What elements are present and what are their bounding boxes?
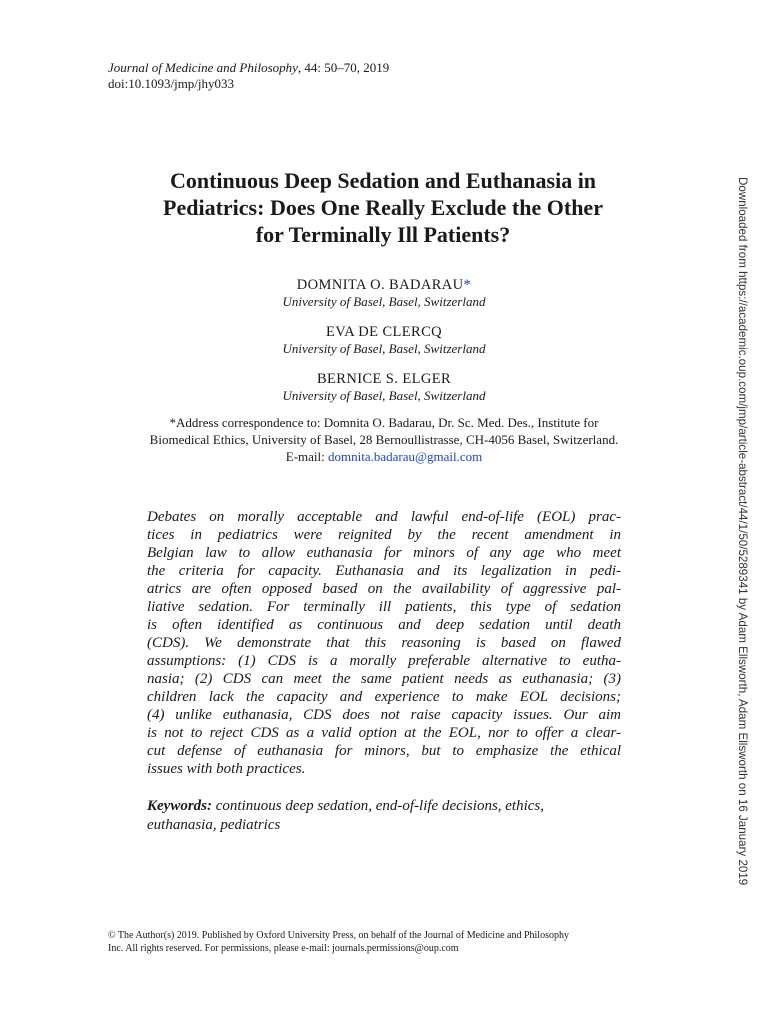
title-line: for Terminally Ill Patients? bbox=[255, 222, 511, 247]
author-affiliation: University of Basel, Basel, Switzerland bbox=[282, 294, 486, 309]
author-name: DOMNITA O. BADARAU* bbox=[296, 277, 472, 293]
journal-name: Journal of Medicine and Philosophy bbox=[108, 60, 298, 75]
keywords bbox=[147, 797, 621, 835]
author-affiliation: University of Basel, Basel, Switzerland bbox=[282, 388, 486, 403]
keywords-line: euthanasia, pediatrics bbox=[147, 817, 281, 833]
abstract-line: liative sedation. For terminally ill patients, this type of sedation bbox=[147, 599, 621, 615]
abstract-line: cut defense of euthanasia for minors, but to emphasize the ethical bbox=[147, 743, 621, 759]
abstract-line: nasia; (2) CDS can meet the same patient needs as euthanasia; (3) bbox=[147, 671, 621, 687]
correspondence-marker[interactable]: * bbox=[463, 277, 472, 293]
copyright-footer bbox=[108, 929, 648, 955]
abstract-line: (CDS). We demonstrate that this reasoning is based on flawed bbox=[147, 635, 621, 651]
abstract-line: is not to reject CDS as a valid option at the EOL, nor to offer a clear- bbox=[147, 725, 621, 741]
download-note: Downloaded from https://academic.oup.com/jmp/article-abstract/44/1/50/5289341 by Adam Ellsworth, Adam Ellsworth on 16 January 2019 bbox=[736, 177, 749, 886]
footer-line: © The Author(s) 2019. Published by Oxford University Press, on behalf of the Journal of Medicine and Philosophy bbox=[108, 930, 569, 941]
author-name: EVA DE CLERCQ bbox=[325, 324, 443, 340]
correspondence-line: *Address correspondence to: Domnita O. Badarau, Dr. Sc. Med. Des., Institute for bbox=[169, 415, 599, 430]
doi: doi:10.1093/jmp/jhy033 bbox=[108, 76, 235, 91]
author-block bbox=[0, 370, 768, 404]
abstract-line: issues with both practices. bbox=[147, 761, 306, 777]
journal-details: , 44: 50–70, 2019 bbox=[297, 60, 390, 75]
abstract-line: (4) unlike euthanasia, CDS does not raise capacity issues. Our aim bbox=[147, 707, 621, 723]
keywords-line: Keywords: continuous deep sedation, end-of-life decisions, ethics, bbox=[147, 798, 545, 814]
email-link[interactable]: domnita.badarau@gmail.com bbox=[328, 449, 483, 464]
abstract-line: tices in pediatrics were reignited by the recent amendment in bbox=[147, 527, 621, 543]
correspondence-line: Biomedical Ethics, University of Basel, 28 Bernoullistrasse, CH-4056 Basel, Switzerland. bbox=[149, 432, 619, 447]
abstract-line: Debates on morally acceptable and lawful end-of-life (EOL) prac- bbox=[147, 509, 621, 525]
title-line: Continuous Deep Sedation and Euthanasia in bbox=[169, 168, 597, 193]
article-title bbox=[100, 167, 666, 248]
title-line: Pediatrics: Does One Really Exclude the Other bbox=[163, 195, 603, 220]
abstract-line: the criteria for capacity. Euthanasia and its legalization in pedi- bbox=[147, 563, 621, 579]
footer-line: Inc. All rights reserved. For permissions, please e-mail: journals.permissions@oup.com bbox=[108, 943, 459, 954]
author-block bbox=[0, 276, 768, 310]
abstract-line: assumptions: (1) CDS is a morally preferable alternative to eutha- bbox=[147, 653, 621, 669]
abstract bbox=[147, 508, 621, 778]
author-name: BERNICE S. ELGER bbox=[316, 371, 452, 387]
email-line: E-mail: domnita.badarau@gmail.com bbox=[285, 449, 483, 464]
correspondence-note bbox=[100, 414, 668, 465]
author-affiliation: University of Basel, Basel, Switzerland bbox=[282, 341, 486, 356]
journal-citation bbox=[108, 60, 389, 76]
keywords-label: Keywords: bbox=[147, 798, 212, 814]
abstract-line: Belgian law to allow euthanasia for minors of any age who meet bbox=[147, 545, 621, 561]
author-block bbox=[0, 323, 768, 357]
abstract-line: atrics are often opposed based on the availability of aggressive pal- bbox=[147, 581, 621, 597]
abstract-line: children lack the capacity and experience to make EOL decisions; bbox=[147, 689, 621, 705]
abstract-line: is often identified as continuous and deep sedation until death bbox=[147, 617, 621, 633]
download-watermark bbox=[729, 177, 749, 886]
